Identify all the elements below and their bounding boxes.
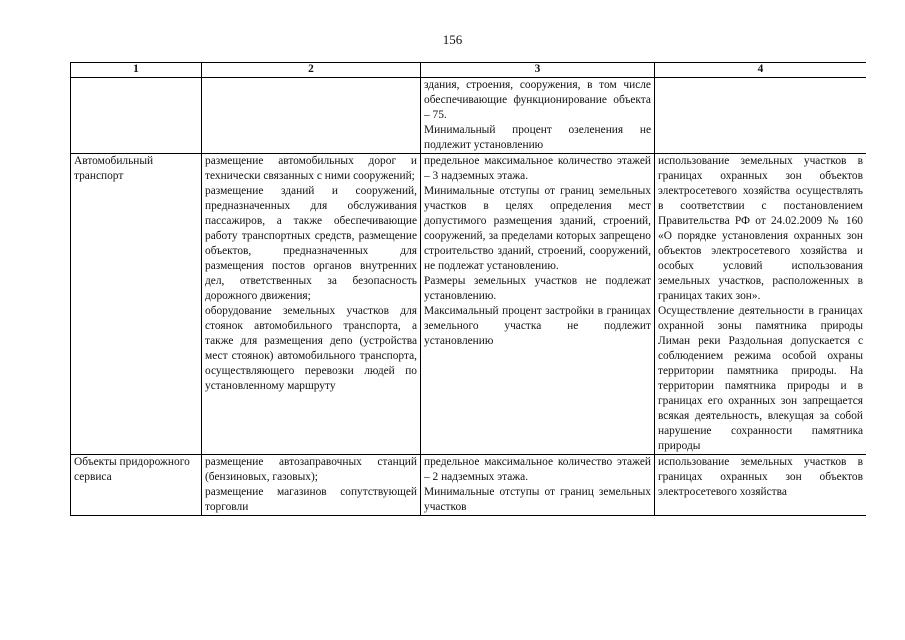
row1-parameters-para: Максимальный процент застройки в границах земельного участка не подлежит установлению bbox=[424, 305, 651, 347]
table-row-automobile-transport bbox=[71, 154, 867, 455]
row1-activities-para: оборудование земельных участков для стоянок автомобильного транспорта, а также для размещения депо (устройства мест стоянок) автомобильного транспорта, осуществляющего перевозки людей по установленному маршруту bbox=[205, 305, 417, 392]
row2-parameters-cell bbox=[421, 455, 655, 516]
table-header-row bbox=[71, 63, 867, 78]
continuation-col4-cell bbox=[655, 78, 867, 154]
row2-activities-para: размещение магазинов сопутствующей торговли bbox=[205, 486, 417, 513]
row1-restrictions-para: Осуществление деятельности в границах охранной зоны памятника природы Лиман реки Раздольная допускается с соблюдением режима особой охраны территории памятника природы. На территории памятника природы и в границах его охранных зон запрещается всякая деятельность, влекущая за собой нарушение сохранности памятника природы bbox=[658, 305, 863, 452]
header-col-3: 3 bbox=[421, 63, 655, 78]
table-row-continuation bbox=[71, 78, 867, 154]
continuation-col2-cell bbox=[202, 78, 421, 154]
row1-activities-para: размещение автомобильных дорог и технически связанных с ними сооружений; bbox=[205, 155, 417, 182]
header-col-1: 1 bbox=[71, 63, 202, 78]
row1-parameters-para: Минимальные отступы от границ земельных участков в целях определения мест допустимого размещения зданий, строений, сооружений, за пределами которых запрещено строительство зданий, строений, сооружений, не подлежат установлению. bbox=[424, 185, 651, 272]
continuation-col1-cell bbox=[71, 78, 202, 154]
row2-use-type-cell: Объекты придорожного сервиса bbox=[71, 455, 202, 516]
row1-activities-cell bbox=[202, 154, 421, 455]
row1-restrictions-cell bbox=[655, 154, 867, 455]
row1-activities-para: размещение зданий и сооружений, предназначенных для обслуживания пассажиров, а также обеспечивающие работу транспортных средств, размещение объектов, предназначенных для размещения постов органов внутренних дел, ответственных за безопасность дорожного движения; bbox=[205, 185, 417, 302]
row2-parameters-para: предельное максимальное количество этажей – 2 надземных этажа. bbox=[424, 456, 651, 483]
row2-activities-para: размещение автозаправочных станций (бензиновых, газовых); bbox=[205, 456, 417, 483]
continuation-col3-cell bbox=[421, 78, 655, 154]
regulations-table-clip bbox=[70, 62, 866, 566]
header-col-4: 4 bbox=[655, 63, 867, 78]
page-number: 156 bbox=[442, 32, 463, 47]
continuation-col3-para: Минимальный процент озеленения не подлежит установлению bbox=[424, 124, 651, 151]
row1-parameters-para: Размеры земельных участков не подлежат установлению. bbox=[424, 275, 651, 302]
row2-activities-cell bbox=[202, 455, 421, 516]
row1-restrictions-para: использование земельных участков в границах охранных зон объектов электросетевого хозяйства осуществлять в соответствии с постановлением Правительства РФ от 24.02.2009 № 160 «О порядке установления охранных зон объектов электросетевого хозяйства и особых условий использования земельных участков, расположенных в границах таких зон». bbox=[658, 155, 863, 302]
header-col-2: 2 bbox=[202, 63, 421, 78]
row2-restrictions-para: использование земельных участков в границах охранных зон объектов электросетевого хозяйства bbox=[658, 456, 863, 498]
row1-parameters-cell bbox=[421, 154, 655, 455]
table-row-roadside-service bbox=[71, 455, 867, 516]
regulations-table bbox=[70, 62, 866, 516]
row2-parameters-para: Минимальные отступы от границ земельных участков bbox=[424, 486, 651, 513]
row2-restrictions-cell bbox=[655, 455, 867, 516]
row1-use-type-cell: Автомобильный транспорт bbox=[71, 154, 202, 455]
continuation-col3-para: здания, строения, сооружения, в том числе обеспечивающие функционирование объекта – 75. bbox=[424, 79, 651, 121]
row1-parameters-para: предельное максимальное количество этажей – 3 надземных этажа. bbox=[424, 155, 651, 182]
